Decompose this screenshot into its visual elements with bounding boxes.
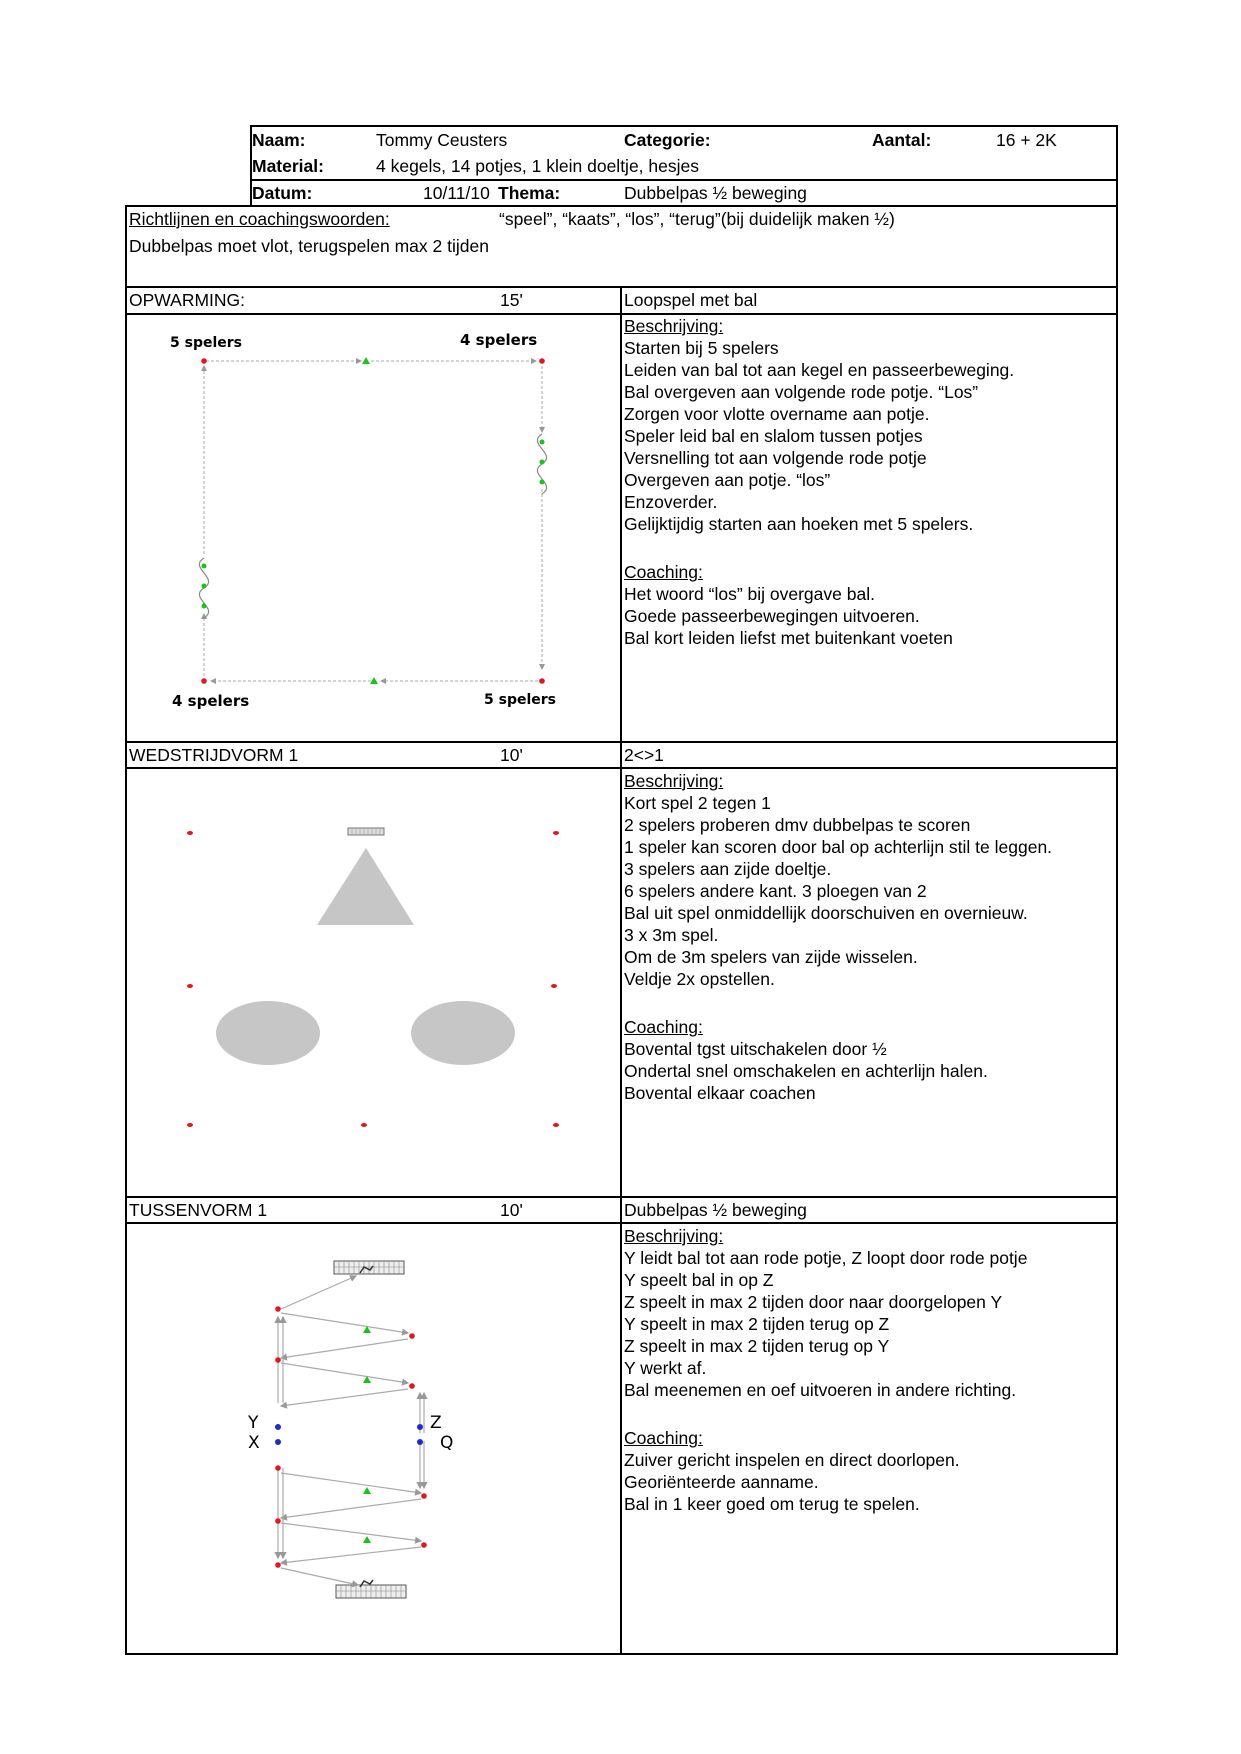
description-line: Y leidt bal tot aan rode potje, Z loopt door rode potje — [624, 1248, 1028, 1268]
description-line: 6 spelers andere kant. 3 ploegen van 2 — [624, 881, 927, 901]
description-line: Y speelt bal in op Z — [624, 1270, 774, 1290]
material-value: 4 kegels, 14 potjes, 1 klein doeltje, hesjes — [376, 156, 699, 176]
section-name: WEDSTRIJDVORM 1 — [129, 745, 299, 765]
label-5-spelers-bottom: 5 spelers — [484, 692, 556, 708]
description-line: Enzoverder. — [624, 492, 718, 512]
coaching-line: Bal in 1 keer goed om terug te spelen. — [624, 1494, 920, 1515]
player-label-y: Y — [248, 1413, 259, 1433]
coaching-label: Coaching: — [624, 1017, 703, 1038]
section-title: Dubbelpas ½ beweging — [624, 1200, 807, 1220]
red-cone-icons — [275, 1306, 427, 1568]
section-time: 10' — [500, 745, 523, 765]
thema-label: Thema: — [498, 183, 561, 203]
section-title: 2<>1 — [624, 745, 664, 765]
warmup-diagram — [126, 314, 620, 740]
goal-icon — [334, 1261, 404, 1274]
description-line: Speler leid bal en slalom tussen potjes — [624, 426, 923, 446]
categorie-label: Categorie: — [624, 130, 711, 150]
section-name: TUSSENVORM 1 — [129, 1200, 268, 1220]
naam-value: Tommy Ceusters — [376, 130, 508, 150]
description-line: 3 x 3m spel. — [624, 925, 719, 945]
section-description — [624, 315, 1014, 649]
goal-icon — [348, 828, 384, 835]
description-line: Bal uit spel onmiddellijk doorschuiven en overnieuw. — [624, 903, 1028, 923]
coaching-line: Het woord “los” bij overgave bal. — [624, 584, 875, 605]
coaching-line: Georiënteerde aanname. — [624, 1472, 819, 1493]
triangle-zone — [317, 848, 414, 925]
description-line: Bal overgeven aan volgende rode potje. “Los” — [624, 382, 979, 402]
description-line: 3 spelers aan zijde doeltje. — [624, 859, 832, 879]
datum-value: 10/11/10 — [423, 183, 490, 203]
coaching-label: Coaching: — [624, 562, 703, 583]
guidelines-words: “speel”, “kaats”, “los”, “terug”(bij duidelijk maken ½) — [499, 209, 895, 229]
description-line: Gelijktijdig starten aan hoeken met 5 spelers. — [624, 514, 974, 534]
coaching-line: Bovental elkaar coachen — [624, 1083, 816, 1104]
description-line: 2 spelers proberen dmv dubbelpas te scoren — [624, 815, 971, 835]
description-line: Z speelt in max 2 tijden door naar doorgelopen Y — [624, 1292, 1003, 1312]
coaching-line: Zuiver gericht inspelen en direct doorlopen. — [624, 1450, 960, 1471]
description-label: Beschrijving: — [624, 771, 724, 791]
green-cone-icons — [362, 357, 378, 684]
datum-label: Datum: — [252, 183, 313, 203]
coaching-line: Bal kort leiden liefst met buitenkant voeten — [624, 628, 953, 649]
guidelines-note: Dubbelpas moet vlot, terugspelen max 2 tijden — [129, 236, 489, 256]
description-line: Y werkt af. — [624, 1358, 707, 1378]
player-icons — [275, 1424, 423, 1445]
description-line: Om de 3m spelers van zijde wisselen. — [624, 947, 918, 967]
description-line: Versnelling tot aan volgende rode potje — [624, 448, 927, 468]
coaching-line: Ondertal snel omschakelen en achterlijn halen. — [624, 1061, 988, 1082]
guidelines-label: Richtlijnen en coachingswoorden: — [129, 209, 390, 229]
player-label-x: X — [248, 1433, 260, 1453]
match-diagram — [126, 768, 620, 1196]
red-cone-icons — [201, 358, 545, 684]
thema-value: Dubbelpas ½ beweging — [624, 183, 807, 203]
description-line: Bal meenemen en oef uitvoeren in andere richting. — [624, 1380, 1017, 1400]
coaching-line: Bovental tgst uitschakelen door ½ — [624, 1039, 887, 1060]
aantal-label: Aantal: — [872, 130, 932, 150]
label-5-spelers-top: 5 spelers — [170, 335, 242, 351]
green-cone-icons — [363, 1326, 371, 1543]
description-line: Overgeven aan potje. “los” — [624, 470, 831, 490]
section-description — [624, 770, 1052, 1104]
section-name: OPWARMING: — [129, 290, 246, 310]
label-4-spelers-top: 4 spelers — [460, 331, 538, 349]
aantal-value: 16 + 2K — [996, 130, 1057, 150]
player-label-z: Z — [430, 1413, 442, 1433]
naam-label: Naam: — [252, 130, 306, 150]
coaching-label: Coaching: — [624, 1428, 703, 1449]
description-line: Starten bij 5 spelers — [624, 338, 779, 358]
description-label: Beschrijving: — [624, 316, 724, 336]
ellipse-zone-right — [411, 1001, 515, 1065]
double-pass-diagram — [126, 1223, 620, 1653]
ellipse-zone-left — [216, 1001, 320, 1065]
label-4-spelers-bottom: 4 spelers — [172, 692, 250, 710]
description-line: Kort spel 2 tegen 1 — [624, 793, 771, 813]
description-line: Y speelt in max 2 tijden terug op Z — [624, 1314, 890, 1334]
description-line: Leiden van bal tot aan kegel en passeerbeweging. — [624, 360, 1015, 380]
section-time: 10' — [500, 1200, 523, 1220]
section-time: 15' — [500, 290, 523, 310]
description-line: Zorgen voor vlotte overname aan potje. — [624, 404, 930, 424]
player-label-q: Q — [440, 1433, 454, 1453]
description-line: Veldje 2x opstellen. — [624, 969, 775, 989]
description-line: Z speelt in max 2 tijden terug op Y — [624, 1336, 890, 1356]
material-label: Material: — [252, 156, 324, 176]
section-description — [624, 1225, 1027, 1515]
section-title: Loopspel met bal — [624, 290, 758, 310]
description-line: 1 speler kan scoren door bal op achterlijn stil te leggen. — [624, 837, 1053, 857]
description-label: Beschrijving: — [624, 1226, 724, 1246]
coaching-line: Goede passeerbewegingen uitvoeren. — [624, 606, 920, 627]
